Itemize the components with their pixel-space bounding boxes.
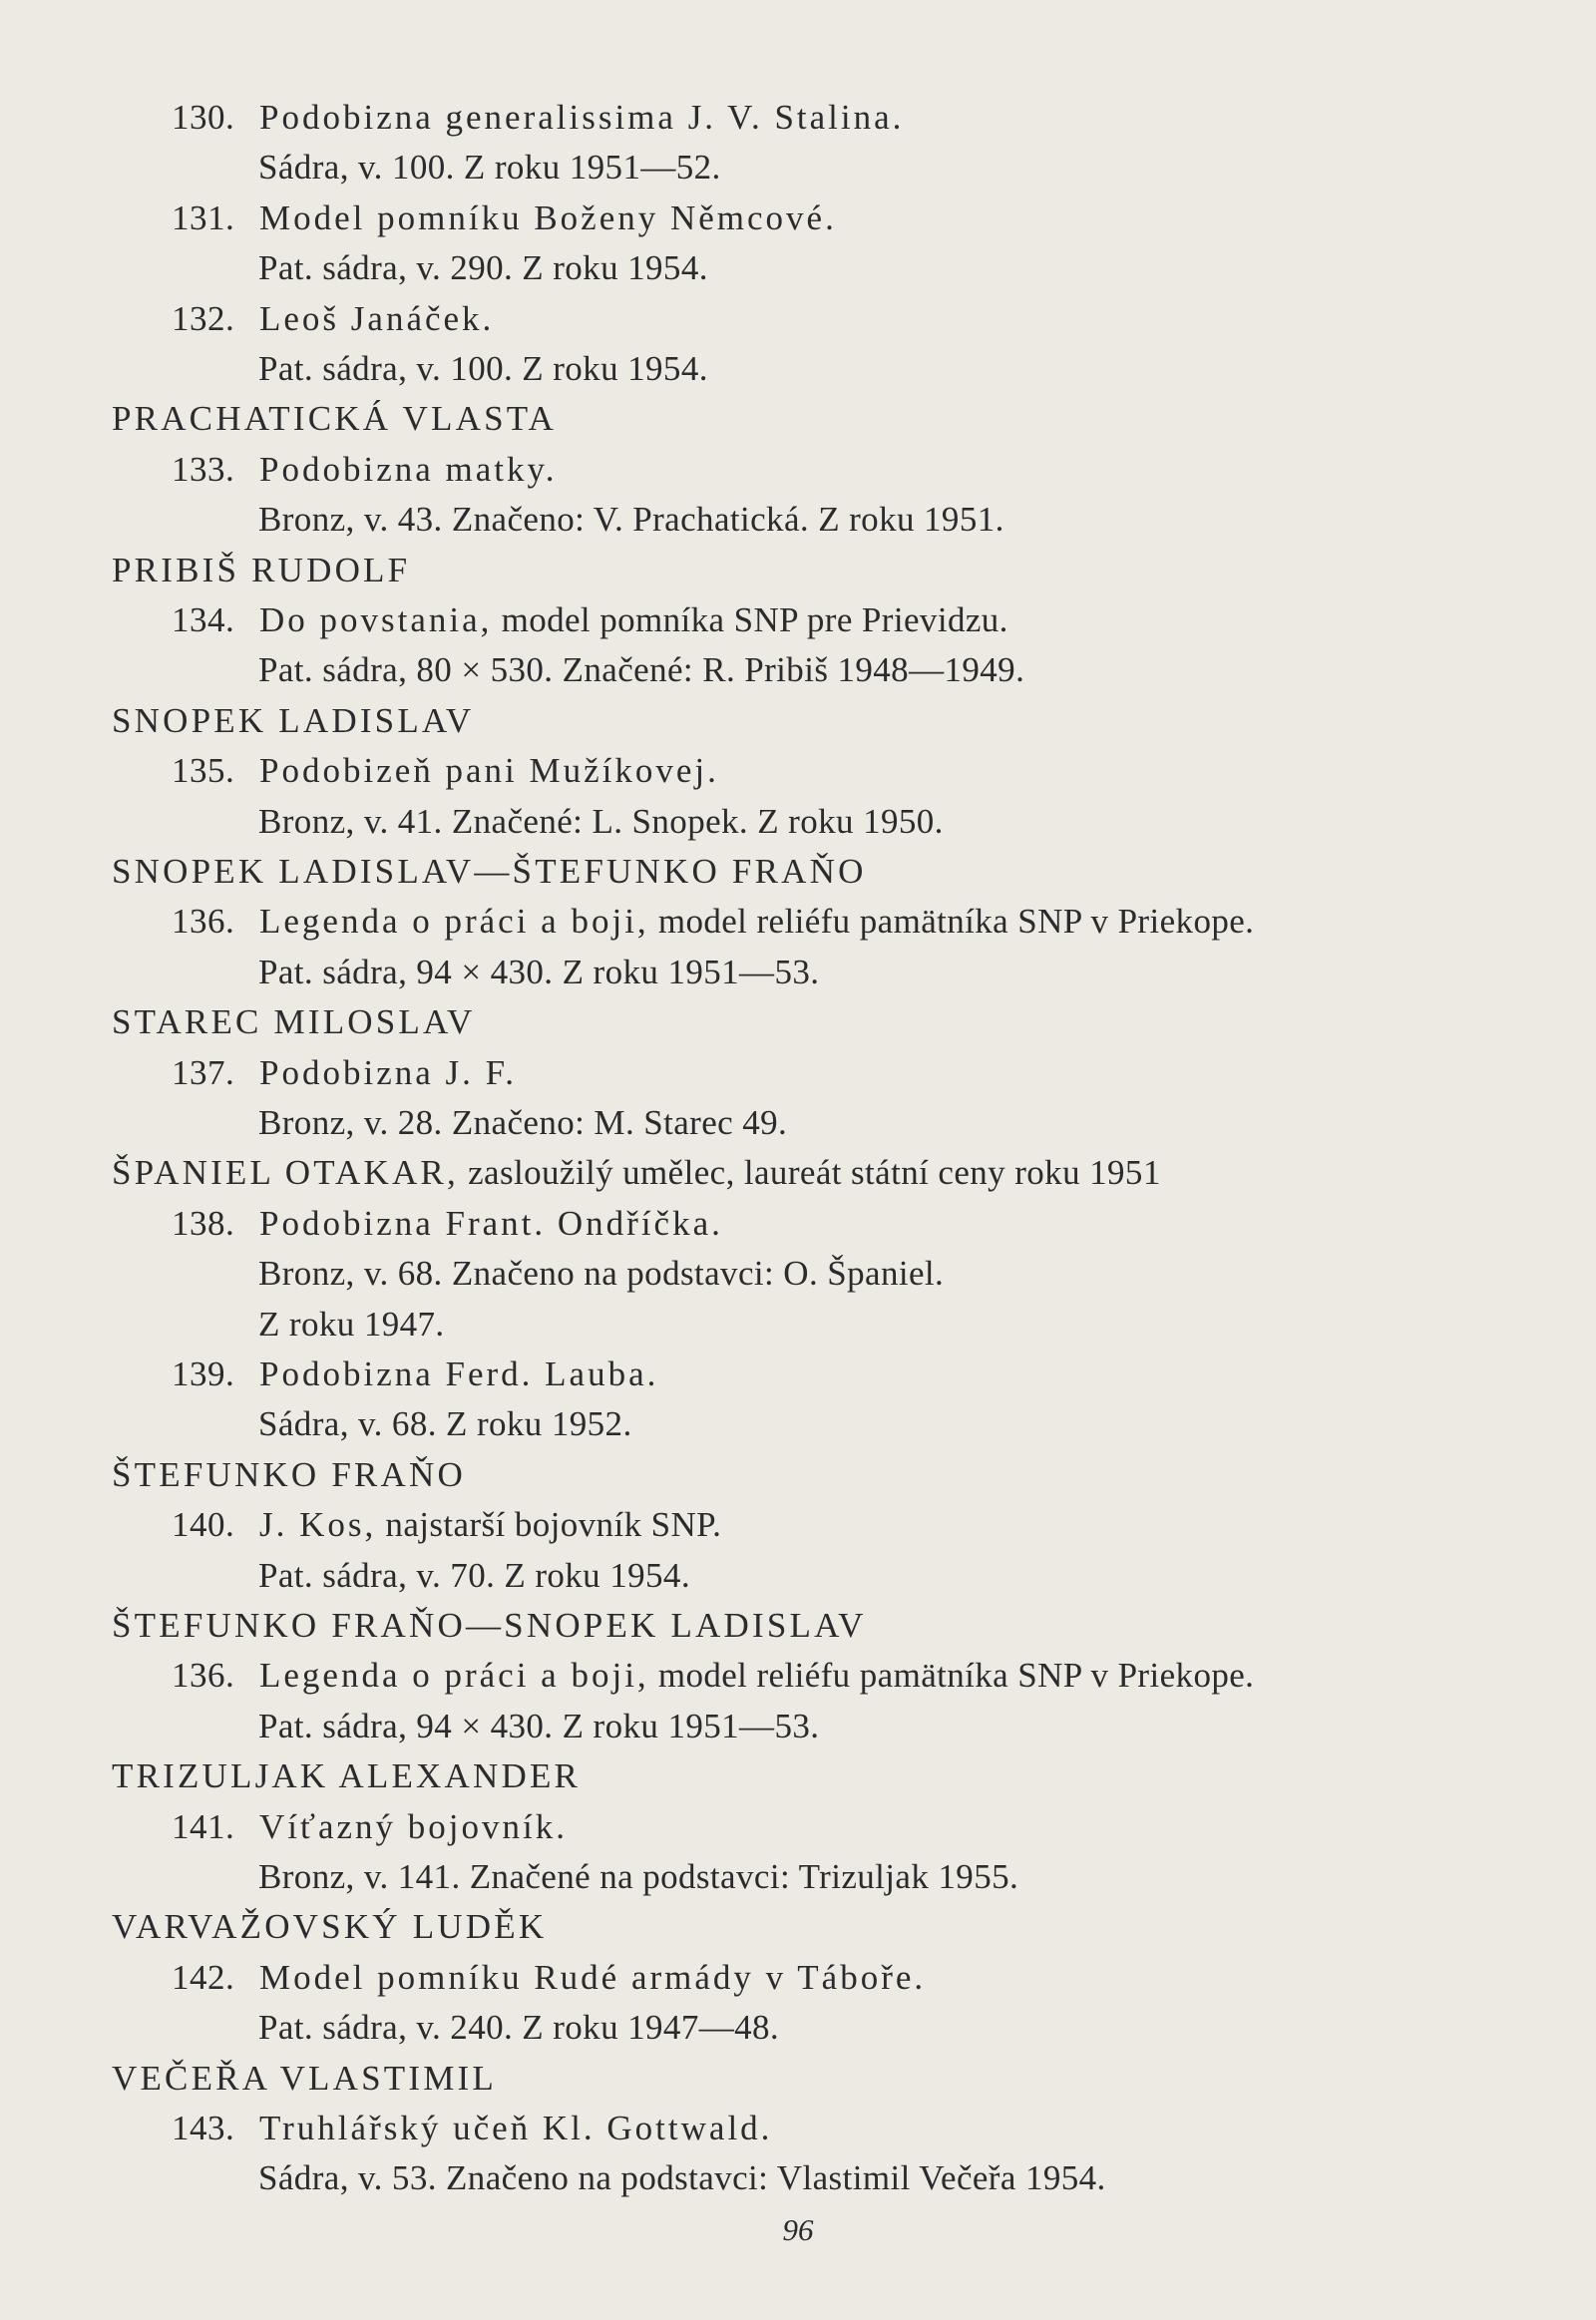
work-title-line bbox=[172, 602, 1008, 637]
work-title: Model pomníku Boženy Němcové. bbox=[259, 198, 837, 237]
artist-heading bbox=[112, 854, 867, 889]
artist-name: ŠPANIEL OTAKAR, bbox=[112, 1153, 459, 1192]
work-title: Do povstania, bbox=[259, 600, 493, 639]
artist-name: ŠTEFUNKO FRAŇO—SNOPEK LADISLAV bbox=[112, 1606, 867, 1645]
work-title-line bbox=[172, 1507, 721, 1542]
work-details: Pat. sádra, 94 × 430. Z roku 1951—53. bbox=[258, 953, 820, 991]
work-details: Pat. sádra, v. 100. Z roku 1954. bbox=[258, 349, 708, 388]
work-details: Pat. sádra, v. 70. Z roku 1954. bbox=[258, 1556, 690, 1595]
work-title: Podobizna Frant. Ondříčka. bbox=[259, 1204, 723, 1243]
work-details: Bronz, v. 68. Značeno na podstavci: O. Španiel. bbox=[258, 1254, 945, 1293]
work-details: Sádra, v. 100. Z roku 1951—52. bbox=[258, 148, 721, 187]
work-number: 130. bbox=[172, 98, 235, 137]
work-subtitle: model reliéfu pamätníka SNP v Priekope. bbox=[648, 902, 1255, 941]
artist-heading bbox=[112, 1457, 466, 1492]
work-number: 139. bbox=[172, 1354, 235, 1393]
artist-name: STAREC MILOSLAV bbox=[112, 1002, 476, 1041]
work-details: Bronz, v. 141. Značené na podstavci: Trizuljak 1955. bbox=[258, 1857, 1019, 1896]
work-subtitle: model reliéfu pamätníka SNP v Priekope. bbox=[648, 1656, 1255, 1695]
artist-heading bbox=[112, 1608, 867, 1643]
work-number: 142. bbox=[172, 1958, 235, 1997]
work-title: Legenda o práci a boji, bbox=[259, 1656, 649, 1695]
work-title: Podobizna matky. bbox=[259, 450, 558, 489]
work-title: Podobizna J. F. bbox=[259, 1053, 518, 1092]
artist-name: SNOPEK LADISLAV bbox=[112, 701, 475, 740]
work-title-line bbox=[172, 452, 557, 487]
work-details: Z roku 1947. bbox=[258, 1305, 445, 1344]
artist-heading bbox=[112, 703, 474, 738]
work-title: Podobizna generalissima J. V. Stalina. bbox=[259, 98, 905, 137]
artist-heading bbox=[112, 1155, 1161, 1190]
work-title-line bbox=[172, 1206, 723, 1241]
artist-name: ŠTEFUNKO FRAŇO bbox=[112, 1455, 466, 1494]
work-details: Sádra, v. 53. Značeno na podstavci: Vlastimil Večeřa 1954. bbox=[258, 2158, 1106, 2197]
work-details: Sádra, v. 68. Z roku 1952. bbox=[258, 1404, 632, 1443]
artist-heading bbox=[112, 553, 410, 587]
work-title-line bbox=[172, 1960, 926, 1995]
work-subtitle: model pomníka SNP pre Prievidzu. bbox=[492, 600, 1008, 639]
work-number: 143. bbox=[172, 2109, 235, 2147]
work-number: 136. bbox=[172, 1656, 235, 1695]
artist-heading bbox=[112, 401, 557, 436]
artist-note: zasloužilý umělec, laureát státní ceny roku 1951 bbox=[458, 1153, 1161, 1192]
artist-name: SNOPEK LADISLAV—ŠTEFUNKO FRAŇO bbox=[112, 852, 867, 891]
work-title-line bbox=[172, 200, 837, 235]
work-title-line bbox=[172, 301, 494, 336]
work-details: Pat. sádra, v. 240. Z roku 1947—48. bbox=[258, 2008, 780, 2047]
work-title-line bbox=[172, 904, 1254, 939]
work-title: Leoš Janáček. bbox=[259, 299, 495, 338]
work-number: 135. bbox=[172, 751, 235, 790]
work-title-line bbox=[172, 100, 904, 135]
work-title: J. Kos, bbox=[259, 1505, 377, 1544]
work-number: 134. bbox=[172, 600, 235, 639]
work-number: 141. bbox=[172, 1807, 235, 1846]
artist-name: PRIBIŠ RUDOLF bbox=[112, 551, 411, 589]
work-title: Legenda o práci a boji, bbox=[259, 902, 649, 941]
work-details: Bronz, v. 41. Značené: L. Snopek. Z roku 1950. bbox=[258, 802, 944, 841]
work-title: Víťazný bojovník. bbox=[259, 1807, 568, 1846]
work-title: Podobizna Ferd. Lauba. bbox=[259, 1354, 659, 1393]
work-title-line bbox=[172, 753, 719, 788]
work-details: Pat. sádra, 80 × 530. Značené: R. Pribiš 1948—1949. bbox=[258, 650, 1025, 689]
artist-name: TRIZULJAK ALEXANDER bbox=[112, 1756, 582, 1795]
work-number: 138. bbox=[172, 1204, 235, 1243]
work-number: 131. bbox=[172, 198, 235, 237]
work-number: 136. bbox=[172, 902, 235, 941]
work-title-line bbox=[172, 1055, 517, 1090]
artist-heading bbox=[112, 1909, 547, 1944]
work-details: Pat. sádra, v. 290. Z roku 1954. bbox=[258, 248, 708, 287]
work-number: 137. bbox=[172, 1053, 235, 1092]
work-title: Model pomníku Rudé armády v Táboře. bbox=[259, 1958, 927, 1997]
artist-name: PRACHATICKÁ VLASTA bbox=[112, 399, 558, 438]
work-subtitle: najstarší bojovník SNP. bbox=[376, 1505, 722, 1544]
work-title-line bbox=[172, 1658, 1254, 1693]
work-title-line bbox=[172, 1809, 568, 1844]
work-title: Podobizeň pani Mužíkovej. bbox=[259, 751, 719, 790]
artist-name: VARVAŽOVSKÝ LUDĚK bbox=[112, 1907, 548, 1946]
page-number: 96 bbox=[782, 2212, 814, 2247]
work-number: 132. bbox=[172, 299, 235, 338]
work-title-line bbox=[172, 1356, 658, 1391]
artist-heading bbox=[112, 2061, 497, 2096]
work-details: Bronz, v. 28. Značeno: M. Starec 49. bbox=[258, 1103, 788, 1142]
work-details: Bronz, v. 43. Značeno: V. Prachatická. Z roku 1951. bbox=[258, 500, 1004, 539]
work-title-line bbox=[172, 2111, 772, 2145]
work-details: Pat. sádra, 94 × 430. Z roku 1951—53. bbox=[258, 1707, 820, 1745]
work-number: 133. bbox=[172, 450, 235, 489]
artist-name: VEČEŘA VLASTIMIL bbox=[112, 2059, 497, 2098]
artist-heading bbox=[112, 1758, 581, 1793]
work-title: Truhlářský učeň Kl. Gottwald. bbox=[259, 2109, 773, 2147]
work-number: 140. bbox=[172, 1505, 235, 1544]
artist-heading bbox=[112, 1004, 475, 1039]
